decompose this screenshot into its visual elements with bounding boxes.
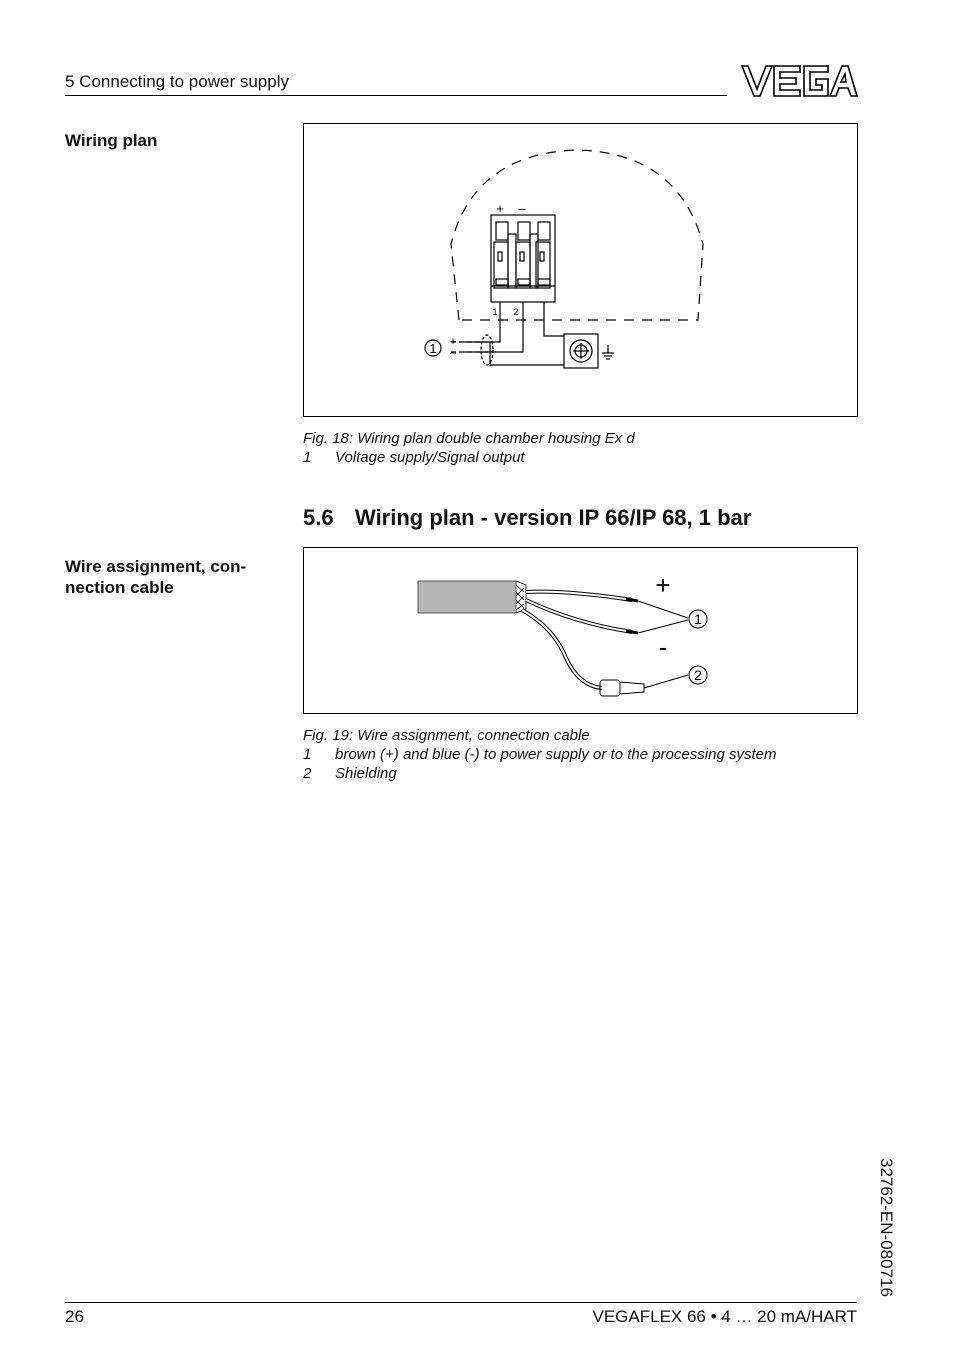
legend-item: 1 brown (+) and blue (-) to power supply or to the processing system <box>303 746 777 763</box>
legend-item: 2 Shielding <box>303 765 397 782</box>
section-heading: 5.6 Wiring plan - version IP 66/IP 68, 1 bar <box>303 505 752 530</box>
figure-19-caption-block <box>303 726 776 783</box>
figure-wire-assignment <box>303 547 858 714</box>
plus-label: + <box>655 570 671 600</box>
supply-plus-label: + <box>449 336 457 348</box>
page-number: 26 <box>65 1307 84 1326</box>
footer-rule <box>65 1302 857 1303</box>
document-id: 32762-EN-080716 <box>877 1158 896 1297</box>
figure-caption: Fig. 19: Wire assignment, connection cable <box>303 727 590 744</box>
figure-caption: Fig. 18: Wiring plan double chamber housing Ex d <box>303 430 635 447</box>
header-rule <box>65 95 727 96</box>
figure-wiring-plan <box>303 123 858 417</box>
figure-18-caption-block <box>303 429 635 467</box>
terminal-minus-label: – <box>518 201 526 216</box>
terminal-2-label: 2 <box>513 307 519 317</box>
terminal-plus-label: + <box>496 201 504 216</box>
cable-diagram <box>304 548 857 713</box>
callout-1: 1 <box>694 611 702 627</box>
vega-logo <box>740 64 858 98</box>
callout-1: 1 <box>429 341 437 356</box>
callout-2: 2 <box>694 667 702 683</box>
legend-item: 1 Voltage supply/Signal output <box>303 449 525 466</box>
product-name: VEGAFLEX 66 • 4 … 20 mA/HART <box>592 1307 857 1326</box>
terminal-1-label: 1 <box>492 307 498 317</box>
minus-label: - <box>658 632 668 662</box>
supply-minus-label: – <box>449 347 457 359</box>
wiring-diagram <box>304 124 857 416</box>
running-header: 5 Connecting to power supply <box>65 72 289 91</box>
sidebar-label-wire-assignment: Wire assignment, con-nection cable <box>65 557 247 597</box>
sidebar-label-wiring-plan: Wiring plan <box>65 131 158 150</box>
